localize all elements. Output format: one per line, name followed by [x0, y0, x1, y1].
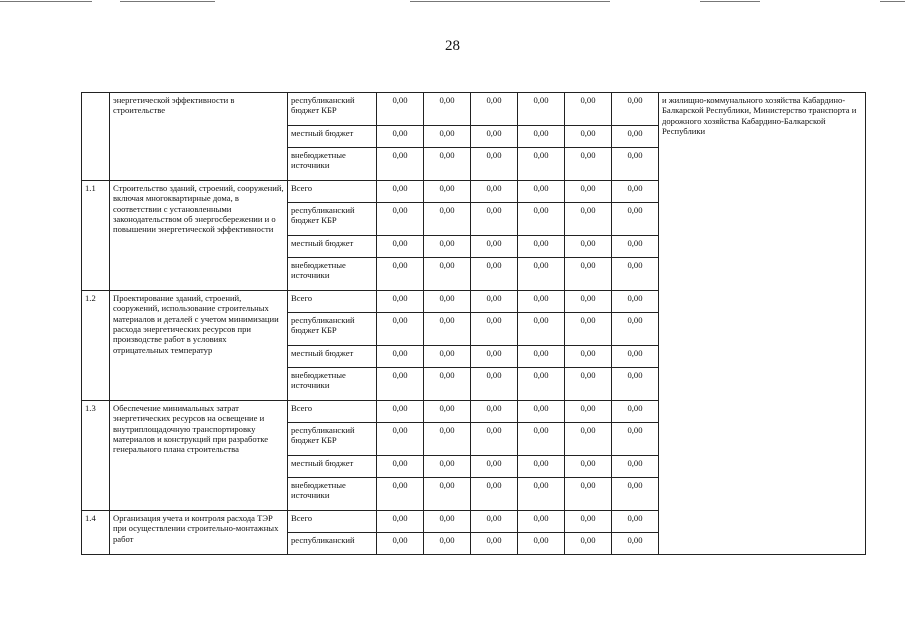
funding-source: местный бюджет — [288, 126, 377, 148]
responsible-executor: и жилищно-коммунального хозяйства Кабардино-Балкарской Республики, Министерство транспорта и дорожного хозяйства Кабардино-Балкарской Республики — [659, 93, 866, 555]
funding-source: внебюджетные источники — [288, 258, 377, 291]
item-number: 1.1 — [82, 181, 110, 291]
value-cell: 0,00 — [518, 423, 565, 456]
value-cell: 0,00 — [424, 478, 471, 511]
value-cell: 0,00 — [424, 368, 471, 401]
funding-source: республиканский бюджет КБР — [288, 313, 377, 346]
value-cell: 0,00 — [518, 478, 565, 511]
item-number: 1.3 — [82, 401, 110, 511]
value-cell: 0,00 — [424, 401, 471, 423]
value-cell: 0,00 — [612, 313, 659, 346]
value-cell: 0,00 — [518, 236, 565, 258]
value-cell: 0,00 — [518, 401, 565, 423]
value-cell: 0,00 — [424, 511, 471, 533]
value-cell: 0,00 — [471, 423, 518, 456]
value-cell: 0,00 — [377, 401, 424, 423]
value-cell: 0,00 — [565, 93, 612, 126]
funding-source: Всего — [288, 291, 377, 313]
value-cell: 0,00 — [565, 313, 612, 346]
value-cell: 0,00 — [518, 148, 565, 181]
value-cell: 0,00 — [377, 93, 424, 126]
item-name: Строительство зданий, строений, сооружений, включая многоквартирные дома, в соответствии с установленными законодательством об энергосбережении и о повышении энергетической эффективности — [110, 181, 288, 291]
value-cell: 0,00 — [612, 181, 659, 203]
value-cell: 0,00 — [518, 126, 565, 148]
value-cell: 0,00 — [565, 346, 612, 368]
value-cell: 0,00 — [471, 203, 518, 236]
value-cell: 0,00 — [565, 423, 612, 456]
value-cell: 0,00 — [377, 456, 424, 478]
item-name: энергетической эффективности в строительстве — [110, 93, 288, 181]
value-cell: 0,00 — [424, 148, 471, 181]
value-cell: 0,00 — [471, 93, 518, 126]
value-cell: 0,00 — [612, 93, 659, 126]
value-cell: 0,00 — [377, 313, 424, 346]
value-cell: 0,00 — [518, 368, 565, 401]
value-cell: 0,00 — [565, 126, 612, 148]
page-number: 28 — [445, 38, 460, 54]
value-cell: 0,00 — [565, 181, 612, 203]
funding-source: внебюджетные источники — [288, 368, 377, 401]
value-cell: 0,00 — [471, 313, 518, 346]
item-name: Обеспечение минимальных затрат энергетических ресурсов на освещение и внутриплощадочную транспортировку материалов и конструкций при разработке генерального плана строительства — [110, 401, 288, 511]
value-cell: 0,00 — [565, 533, 612, 555]
value-cell: 0,00 — [518, 203, 565, 236]
value-cell: 0,00 — [424, 346, 471, 368]
value-cell: 0,00 — [565, 478, 612, 511]
value-cell: 0,00 — [471, 368, 518, 401]
value-cell: 0,00 — [565, 203, 612, 236]
scan-artifact — [0, 0, 905, 6]
value-cell: 0,00 — [377, 423, 424, 456]
value-cell: 0,00 — [377, 203, 424, 236]
value-cell: 0,00 — [565, 511, 612, 533]
item-number: 1.4 — [82, 511, 110, 555]
value-cell: 0,00 — [518, 313, 565, 346]
value-cell: 0,00 — [377, 511, 424, 533]
value-cell: 0,00 — [612, 511, 659, 533]
item-number: 1.2 — [82, 291, 110, 401]
value-cell: 0,00 — [471, 346, 518, 368]
value-cell: 0,00 — [518, 291, 565, 313]
value-cell: 0,00 — [565, 401, 612, 423]
value-cell: 0,00 — [565, 236, 612, 258]
value-cell: 0,00 — [424, 93, 471, 126]
value-cell: 0,00 — [471, 258, 518, 291]
value-cell: 0,00 — [565, 148, 612, 181]
value-cell: 0,00 — [518, 533, 565, 555]
value-cell: 0,00 — [565, 456, 612, 478]
value-cell: 0,00 — [377, 346, 424, 368]
funding-source: местный бюджет — [288, 236, 377, 258]
funding-source: местный бюджет — [288, 346, 377, 368]
value-cell: 0,00 — [424, 181, 471, 203]
funding-source: республиканский — [288, 533, 377, 555]
funding-source: республиканский бюджет КБР — [288, 93, 377, 126]
value-cell: 0,00 — [612, 456, 659, 478]
item-name: Организация учета и контроля расхода ТЭР при осуществлении строительно-монтажных работ — [110, 511, 288, 555]
funding-source: местный бюджет — [288, 456, 377, 478]
value-cell: 0,00 — [377, 236, 424, 258]
value-cell: 0,00 — [612, 346, 659, 368]
value-cell: 0,00 — [612, 533, 659, 555]
program-table — [81, 92, 866, 555]
value-cell: 0,00 — [518, 456, 565, 478]
value-cell: 0,00 — [424, 236, 471, 258]
value-cell: 0,00 — [565, 258, 612, 291]
item-number — [82, 93, 110, 181]
value-cell: 0,00 — [424, 533, 471, 555]
value-cell: 0,00 — [377, 258, 424, 291]
value-cell: 0,00 — [518, 346, 565, 368]
value-cell: 0,00 — [612, 148, 659, 181]
value-cell: 0,00 — [471, 456, 518, 478]
value-cell: 0,00 — [518, 93, 565, 126]
value-cell: 0,00 — [612, 126, 659, 148]
value-cell: 0,00 — [424, 313, 471, 346]
value-cell: 0,00 — [471, 401, 518, 423]
value-cell: 0,00 — [612, 203, 659, 236]
value-cell: 0,00 — [377, 126, 424, 148]
value-cell: 0,00 — [471, 478, 518, 511]
funding-source: Всего — [288, 181, 377, 203]
funding-source: внебюджетные источники — [288, 148, 377, 181]
value-cell: 0,00 — [612, 423, 659, 456]
funding-source: Всего — [288, 401, 377, 423]
value-cell: 0,00 — [377, 291, 424, 313]
value-cell: 0,00 — [424, 423, 471, 456]
value-cell: 0,00 — [377, 148, 424, 181]
funding-source: республиканский бюджет КБР — [288, 423, 377, 456]
value-cell: 0,00 — [612, 258, 659, 291]
table-row — [82, 93, 866, 126]
value-cell: 0,00 — [471, 291, 518, 313]
value-cell: 0,00 — [424, 203, 471, 236]
value-cell: 0,00 — [518, 258, 565, 291]
value-cell: 0,00 — [424, 456, 471, 478]
value-cell: 0,00 — [377, 181, 424, 203]
value-cell: 0,00 — [518, 511, 565, 533]
value-cell: 0,00 — [471, 533, 518, 555]
funding-source: республиканский бюджет КБР — [288, 203, 377, 236]
value-cell: 0,00 — [612, 291, 659, 313]
value-cell: 0,00 — [377, 533, 424, 555]
value-cell: 0,00 — [565, 368, 612, 401]
value-cell: 0,00 — [471, 511, 518, 533]
funding-source: внебюджетные источники — [288, 478, 377, 511]
value-cell: 0,00 — [518, 181, 565, 203]
value-cell: 0,00 — [377, 368, 424, 401]
value-cell: 0,00 — [612, 236, 659, 258]
value-cell: 0,00 — [471, 126, 518, 148]
value-cell: 0,00 — [424, 126, 471, 148]
value-cell: 0,00 — [424, 258, 471, 291]
value-cell: 0,00 — [471, 148, 518, 181]
value-cell: 0,00 — [565, 291, 612, 313]
value-cell: 0,00 — [471, 236, 518, 258]
value-cell: 0,00 — [612, 401, 659, 423]
value-cell: 0,00 — [612, 478, 659, 511]
value-cell: 0,00 — [471, 181, 518, 203]
item-name: Проектирование зданий, строений, сооружений, использование строительных материалов и деталей с учетом минимизации расхода энергетических ресурсов при производстве работ в условиях отрицательных температур — [110, 291, 288, 401]
value-cell: 0,00 — [424, 291, 471, 313]
value-cell: 0,00 — [612, 368, 659, 401]
value-cell: 0,00 — [377, 478, 424, 511]
funding-source: Всего — [288, 511, 377, 533]
